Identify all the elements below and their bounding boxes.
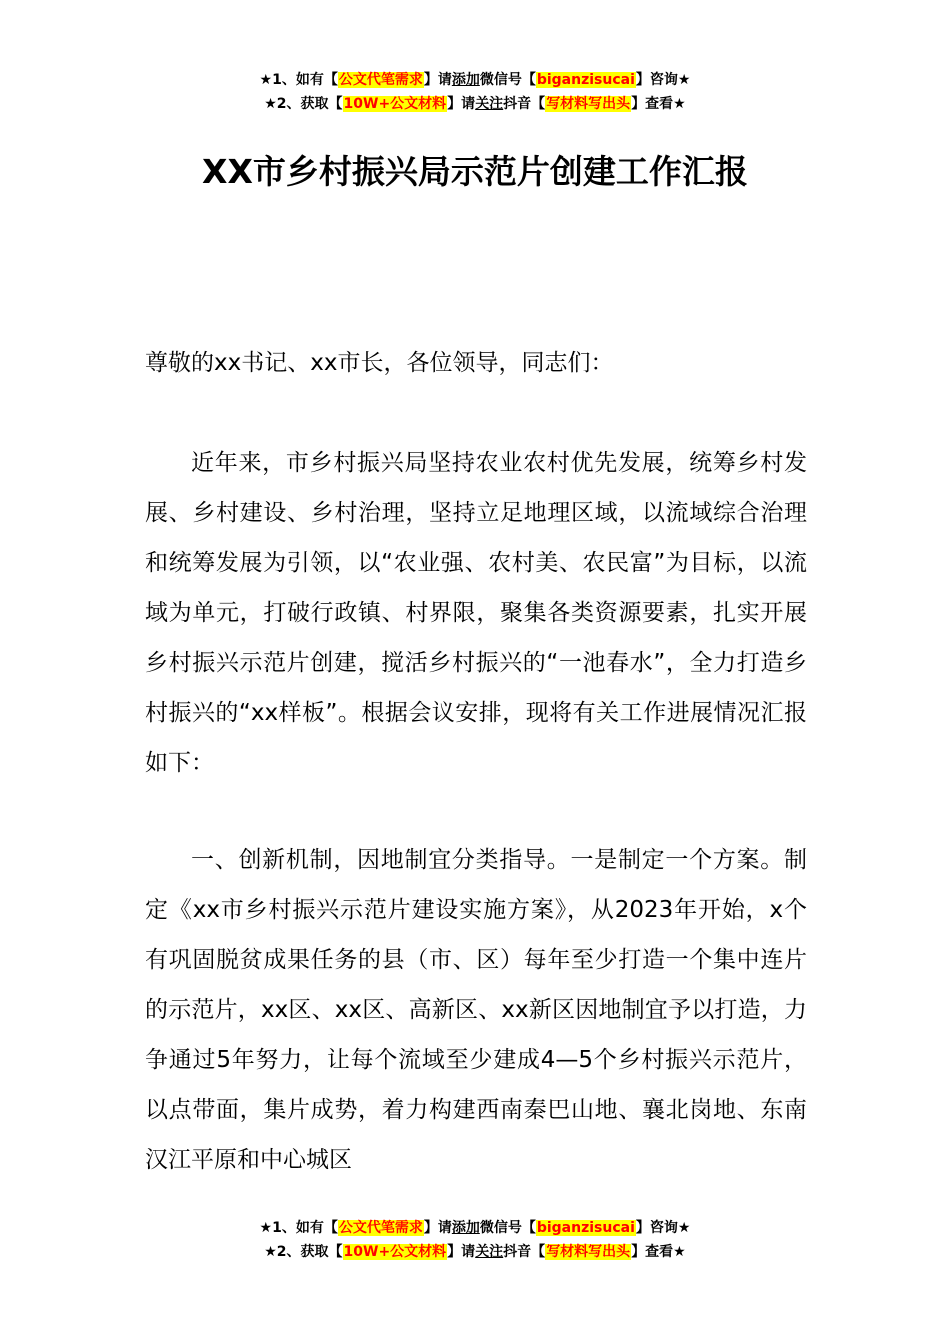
promo-line-2: ★2、获取【10W+公文材料】请关注抖音【写材料写出头】查看★ (264, 96, 686, 112)
document-title: XX市乡村振兴局示范片创建工作汇报 (202, 152, 748, 191)
promo-highlight-douyin: 写材料写出头 (546, 1244, 631, 1260)
paragraph-text: 一、创新机制，因地制宜分类指导。一是制定一个方案。制定《xx市乡村振兴示范片建设实施方案》，从2023年开始，x个有巩固脱贫成果任务的县（市、区）每年至少打造一个集中连片的示范片，xx区、xx区、高新区、xx新区因地制宜予以打造，力争通过5年努力，让每个流域至少建成4—5个乡村振兴示范片，以点带面，集片成势，着力构建西南秦巴山地、襄北岗地、东南汉江平原和中心城区 (145, 847, 807, 1173)
promo-line-2: ★2、获取【10W+公文材料】请关注抖音【写材料写出头】查看★ (264, 1244, 686, 1260)
paragraph-intro (145, 438, 807, 788)
promo-banner-top (0, 68, 950, 116)
promo-highlight-wechat: biganzisucai (536, 1220, 635, 1236)
salutation (145, 338, 807, 388)
paragraph-section-1 (145, 835, 807, 1185)
promo-highlight-materials: 10W+公文材料 (343, 1244, 447, 1260)
promo-banner-bottom (0, 1216, 950, 1264)
promo-highlight-service: 公文代笔需求 (338, 1220, 423, 1236)
promo-line-1: ★1、如有【公文代笔需求】请添加微信号【biganzisucai】咨询★ (259, 72, 691, 88)
promo-highlight-douyin: 写材料写出头 (546, 96, 631, 112)
salutation-text: 尊敬的xx书记、xx市长，各位领导，同志们： (145, 350, 614, 376)
promo-highlight-wechat: biganzisucai (536, 72, 635, 88)
promo-highlight-materials: 10W+公文材料 (343, 96, 447, 112)
paragraph-text: 近年来，市乡村振兴局坚持农业农村优先发展，统筹乡村发展、乡村建设、乡村治理，坚持立足地理区域，以流域综合治理和统筹发展为引领，以“农业强、农村美、农民富”为目标，以流域为单元，打破行政镇、村界限，聚集各类资源要素，扎实开展乡村振兴示范片创建，搅活乡村振兴的“一池春水”，全力打造乡村振兴的“xx样板”。根据会议安排，现将有关工作进展情况汇报如下： (145, 450, 807, 776)
promo-line-1: ★1、如有【公文代笔需求】请添加微信号【biganzisucai】咨询★ (259, 1220, 691, 1236)
promo-highlight-service: 公文代笔需求 (338, 72, 423, 88)
